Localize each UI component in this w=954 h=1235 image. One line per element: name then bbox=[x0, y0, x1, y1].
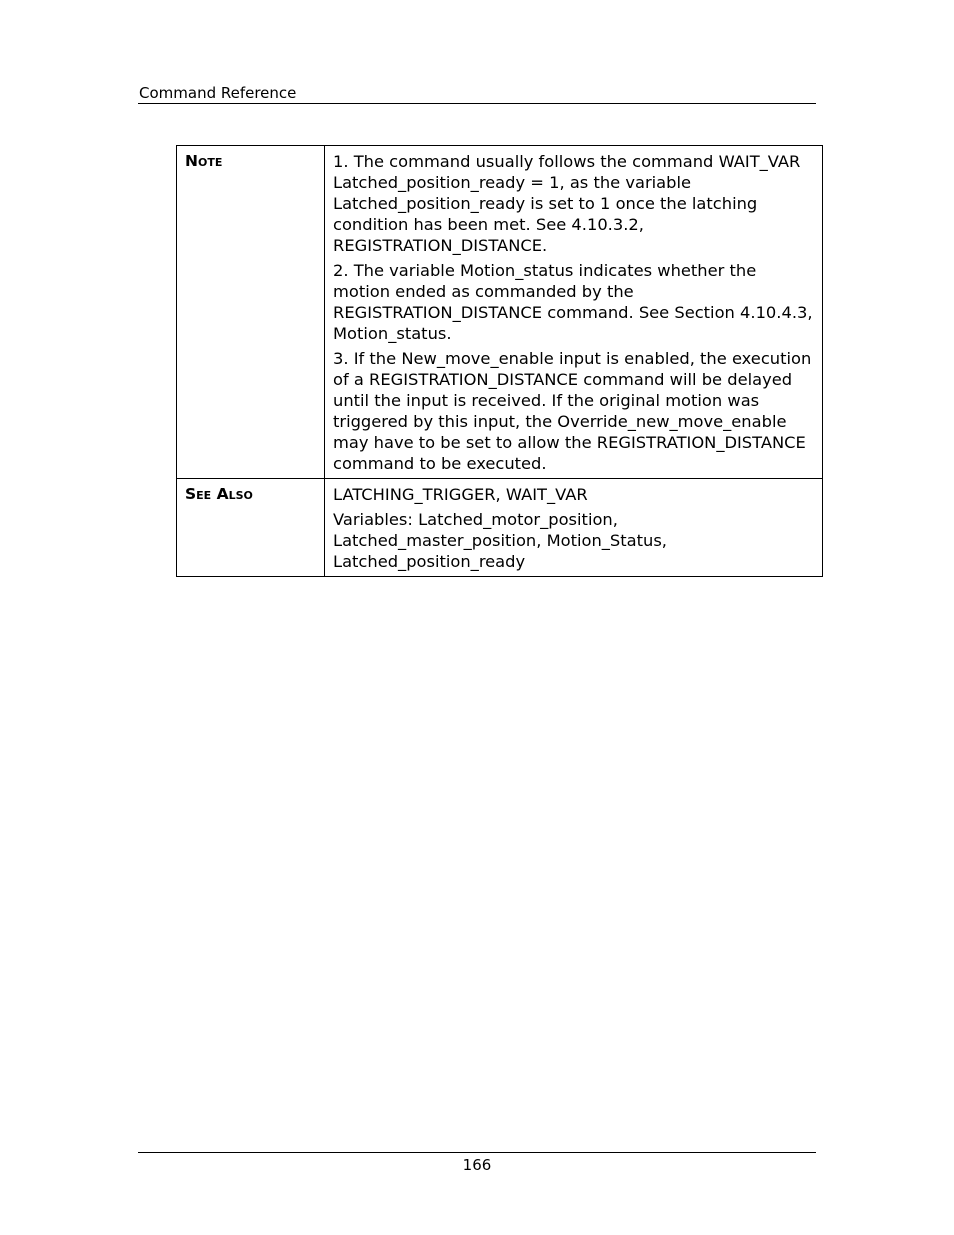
note-paragraph-3: 3. If the New_move_enable input is enabled, the execution of a REGISTRATION_DISTANCE command will be delayed until the input is received. If the original motion was triggered by this input, the Override_new_move_enable may have to be set to allow the REGISTRATION_DISTANCE command to be executed. bbox=[333, 349, 812, 473]
table-row-note bbox=[177, 146, 823, 479]
note-label: Note bbox=[177, 146, 325, 479]
footer-divider bbox=[138, 1152, 816, 1153]
note-paragraph-2: 2. The variable Motion_status indicates whether the motion ended as commanded by the REGISTRATION_DISTANCE command. See Section 4.10.4.3, Motion_status. bbox=[333, 261, 813, 343]
command-reference-table bbox=[176, 145, 823, 577]
header-divider bbox=[138, 103, 816, 104]
see-also-content bbox=[325, 479, 823, 577]
see-also-label: See Also bbox=[177, 479, 325, 577]
table-row-see-also bbox=[177, 479, 823, 577]
note-content bbox=[325, 146, 823, 479]
see-also-paragraph-1: LATCHING_TRIGGER, WAIT_VAR bbox=[333, 485, 588, 504]
see-also-paragraph-2: Variables: Latched_motor_position, Latched_master_position, Motion_Status, Latched_position_ready bbox=[333, 510, 667, 571]
note-paragraph-1: 1. The command usually follows the command WAIT_VAR Latched_position_ready = 1, as the variable Latched_position_ready is set to 1 once the latching condition has been met. See 4.10.3.2, REGISTRATION_DISTANCE. bbox=[333, 152, 801, 255]
page-header-title: Command Reference bbox=[139, 84, 297, 102]
page-number: 166 bbox=[462, 1156, 492, 1174]
